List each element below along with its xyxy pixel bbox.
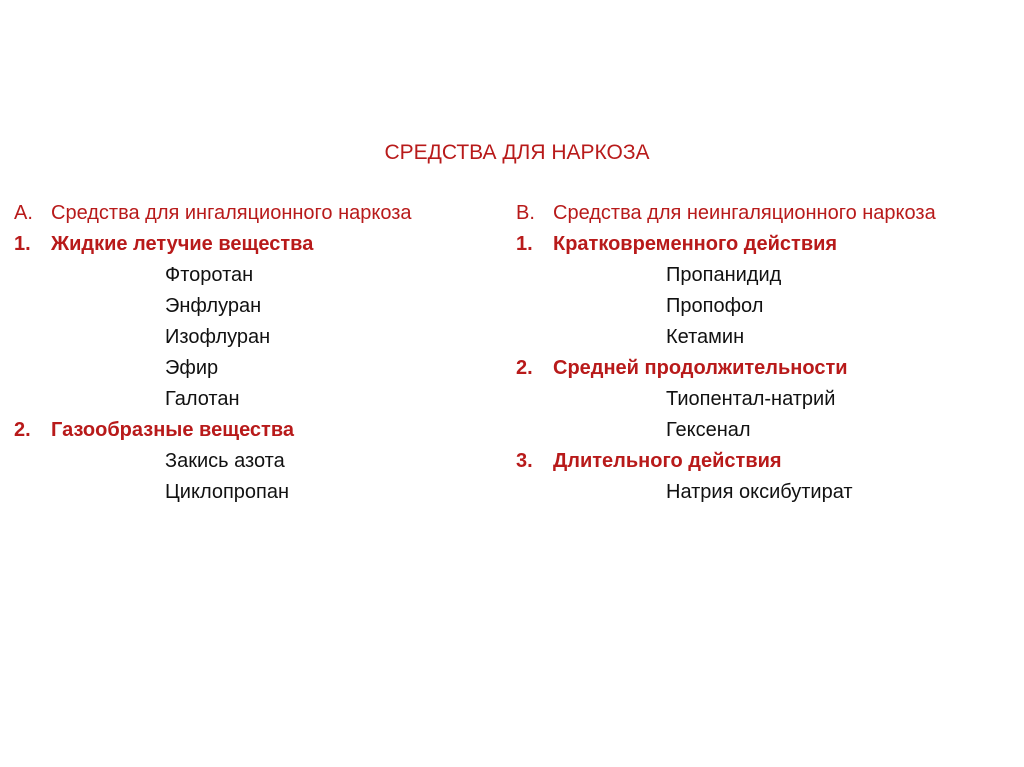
list-item (516, 384, 1016, 415)
section-heading-non-inhalation (516, 198, 1016, 229)
drug-name: Пропофол (666, 295, 764, 317)
list-item (14, 322, 502, 353)
drug-name: Циклопропан (165, 481, 290, 503)
group-number: 3. (516, 450, 533, 472)
slide-title: СРЕДСТВА ДЛЯ НАРКОЗА (384, 141, 650, 164)
list-item (516, 260, 1016, 291)
list-item (14, 477, 502, 508)
drug-name: Натрия оксибутират (666, 481, 853, 503)
list-item (14, 446, 502, 477)
group-number: 2. (516, 357, 533, 379)
group-heading (14, 415, 502, 446)
group-heading (14, 229, 502, 260)
drug-name: Закись азота (165, 450, 285, 472)
drug-name: Тиопентал-натрий (666, 388, 836, 410)
drug-name: Эфир (165, 357, 219, 379)
list-item (516, 291, 1016, 322)
group-title: Средней продолжительности (553, 357, 848, 379)
right-column (516, 198, 1016, 508)
group-number: 2. (14, 419, 31, 441)
section-title: Средства для ингаляционного наркоза (51, 202, 412, 224)
drug-name: Фторотан (165, 264, 254, 286)
group-title: Кратковременного действия (553, 233, 838, 255)
list-item (14, 260, 502, 291)
drug-name: Гексенал (666, 419, 751, 441)
section-title: Средства для неингаляционного наркоза (553, 202, 936, 224)
drug-name: Энфлуран (165, 295, 262, 317)
drug-name: Галотан (165, 388, 240, 410)
drug-name: Изофлуран (165, 326, 271, 348)
list-item (14, 291, 502, 322)
list-item (516, 477, 1016, 508)
section-marker: В. (516, 202, 535, 224)
group-title: Длительного действия (553, 450, 782, 472)
group-heading (516, 446, 1016, 477)
list-item (516, 415, 1016, 446)
group-heading (516, 229, 1016, 260)
section-heading-inhalation (14, 198, 502, 229)
list-item (14, 353, 502, 384)
group-heading (516, 353, 1016, 384)
group-number: 1. (516, 233, 533, 255)
drug-name: Пропанидид (666, 264, 782, 286)
group-title: Газообразные вещества (51, 419, 294, 441)
list-item (516, 322, 1016, 353)
list-item (14, 384, 502, 415)
group-title: Жидкие летучие вещества (51, 233, 314, 255)
drug-name: Кетамин (666, 326, 745, 348)
section-marker: А. (14, 202, 33, 224)
group-number: 1. (14, 233, 31, 255)
left-column (14, 198, 502, 508)
